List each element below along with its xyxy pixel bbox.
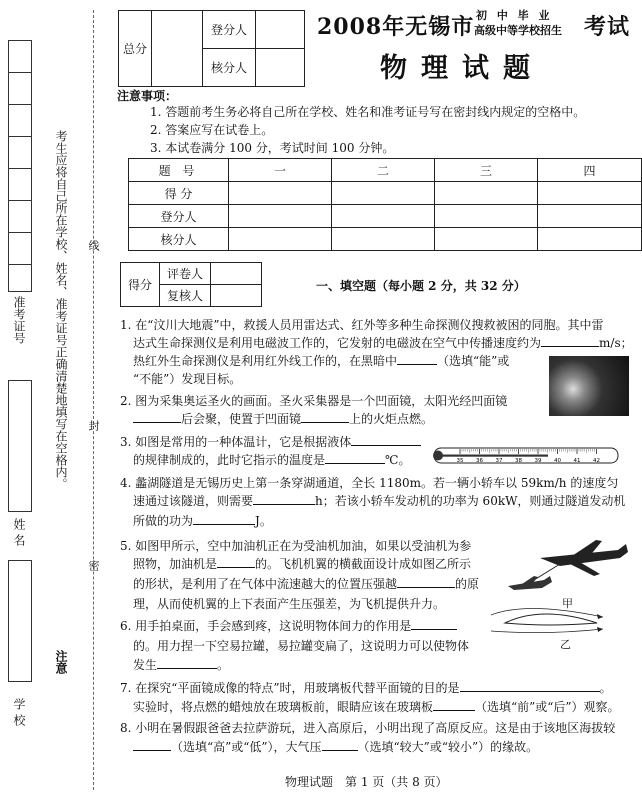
name-label: 姓 名	[12, 518, 26, 546]
notice-item-3: 3. 本试卷满分 100 分，考试时间 100 分钟。	[150, 141, 395, 155]
score-cell[interactable]	[435, 182, 538, 205]
answer-blank[interactable]	[325, 451, 385, 464]
score-table-row-label: 得 分	[129, 182, 229, 205]
answer-blank[interactable]	[433, 698, 475, 711]
grader-label: 评卷人	[160, 263, 211, 285]
exam-number-label: 准考证号	[12, 296, 26, 344]
answer-blank[interactable]	[397, 352, 437, 365]
wing-cross-section-figure	[487, 603, 607, 643]
page-footer: 物理试题 第 1 页（共 8 页）	[285, 775, 448, 789]
answer-blank[interactable]	[193, 512, 255, 525]
exam-word: 考试	[584, 14, 631, 40]
score-cell[interactable]	[435, 228, 538, 251]
seal-word-mi: 密	[87, 560, 100, 571]
thermometer-tick-label: 40	[554, 458, 561, 464]
thermometer-tick-label: 38	[515, 458, 522, 464]
score-table-col-1: 一	[229, 159, 332, 182]
grader-box	[120, 262, 262, 307]
answer-blank[interactable]	[460, 679, 600, 692]
answer-blank[interactable]	[253, 492, 315, 505]
q6-line2: 的。用力捏一下空易拉罐，易拉罐变扁了，这说明力可以使物体	[133, 639, 470, 653]
answer-blank[interactable]	[217, 555, 255, 568]
score-table-row-label: 核分人	[129, 228, 229, 251]
score-cell[interactable]	[332, 182, 435, 205]
subject-title: 物理试题	[380, 53, 544, 84]
exam-sub-line2: 高级中等学校招生	[474, 24, 562, 37]
answer-blank[interactable]	[157, 656, 217, 669]
q5-line3: 的形状，是利用了在气体中流速越大的位置压强越 的原	[133, 577, 480, 591]
score-table-row-label: 登分人	[129, 205, 229, 228]
exam-number-box[interactable]	[8, 40, 32, 292]
notice-label-vertical: 注意	[54, 650, 68, 674]
figure-yi-label: 乙	[560, 638, 571, 651]
answer-blank[interactable]	[133, 410, 181, 423]
seal-word-feng: 封	[87, 420, 100, 431]
q5-line4: 理，从而使机翼的上下表面产生压强差，为飞机提供升力。	[133, 597, 446, 611]
thermometer-tick-label: 41	[573, 458, 581, 464]
q1-line3: 热红外生命探测仪是利用红外线工作的，在黑暗中 （选填“能”或	[133, 354, 510, 368]
q6-line1: 6. 用手拍桌面，手会感到疼，这说明物体间力的作用是	[120, 617, 457, 636]
q5-line2: 照物，加油机是 的。飞机机翼的横截面设计成如图乙所示	[133, 557, 472, 571]
checker-cell[interactable]	[256, 49, 305, 87]
answer-blank[interactable]	[301, 410, 349, 423]
answer-blank[interactable]	[397, 575, 455, 588]
q8-line1: 8. 小明在暑假跟爸爸去拉萨游玩，进入高原后，小明出现了高原反应。这是由于该地区海拔较	[120, 721, 616, 735]
q2-line1: 2. 图为采集奥运圣火的画面。圣火采集器是一个凹面镜，太阳光经凹面镜	[120, 394, 508, 408]
thermometer-figure	[428, 443, 623, 469]
total-score-label: 总分	[119, 11, 152, 87]
seal-word-xian: 线	[87, 240, 100, 251]
score-table-col-4: 四	[538, 159, 642, 182]
answer-blank[interactable]	[133, 738, 171, 751]
name-box[interactable]	[8, 380, 32, 512]
q4-line2: 速通过该隧道，则需要 h；若该小轿车发动机的功率为 60kW，则通过隧道发动机	[133, 494, 626, 508]
notice-title: 注意事项：	[117, 89, 178, 103]
q6-line3: 发生 。	[133, 658, 230, 672]
section1-title: 一、填空题（每小题 2 分，共 32 分）	[316, 279, 526, 293]
score-table-col-2: 二	[332, 159, 435, 182]
recorder-label: 登分人	[203, 11, 256, 49]
score-cell[interactable]	[229, 228, 332, 251]
recorder-cell[interactable]	[256, 11, 305, 49]
score-cell[interactable]	[332, 205, 435, 228]
thermometer-tick-label: 36	[476, 458, 483, 464]
notice-item-2: 2. 答案应写在试卷上。	[150, 123, 274, 137]
notice-text-vertical: 考生应将自己所在学校、姓名、准考证号正确清楚地填写在空格内。	[54, 130, 68, 490]
total-score-box	[118, 10, 305, 87]
thermometer-tick-label: 39	[534, 458, 542, 464]
school-label: 学 校	[12, 698, 26, 726]
answer-blank[interactable]	[411, 617, 457, 630]
school-box[interactable]	[8, 560, 32, 682]
answer-blank[interactable]	[322, 738, 358, 751]
q8-line2: （选填“高”或“低”），大气压 （选填“较大”或“较小”）的缘故。	[133, 738, 538, 757]
score-cell[interactable]	[538, 205, 642, 228]
score-cell[interactable]	[538, 228, 642, 251]
q2-line2: 后会聚，使置于凹面镜 上的火炬点燃。	[133, 410, 433, 429]
exam-sub-line1: 初 中 毕 业	[476, 9, 553, 22]
q3-line1: 3. 如图是常用的一种体温计，它是根据液体	[120, 433, 421, 452]
answer-blank[interactable]	[541, 334, 599, 347]
score-cell[interactable]	[229, 205, 332, 228]
q7-line2: 实验时，将点燃的蜡烛放在玻璃板前，眼睛应该在玻璃板 （选填“前”或“后”）观察。	[133, 700, 620, 714]
thermometer-tick-label: 42	[593, 458, 600, 464]
q1-line1: 1. 在“汶川大地震”中，救援人员用雷达式、红外等多种生命探测仪搜救被困的同胞。其中雷	[120, 318, 604, 332]
q1-line4: “不能”）发现目标。	[133, 372, 242, 386]
q5-line1: 5. 如图甲所示，空中加油机正在为受油机加油，如果以受油机为参	[120, 539, 472, 553]
score-cell[interactable]	[332, 228, 435, 251]
score-table-col-3: 三	[435, 159, 538, 182]
q4-line3: 所做的功为 J。	[133, 514, 272, 528]
exam-year-city: 2008年无锡市	[317, 14, 475, 40]
grader-cell[interactable]	[211, 263, 262, 285]
seal-line	[93, 10, 94, 790]
score-table	[128, 158, 642, 251]
q1-line2: 达式生命探测仪是利用电磁波工作的，它发射的电磁波在空气中传播速度约为 m/s；	[133, 336, 633, 350]
score-cell[interactable]	[538, 182, 642, 205]
score-cell[interactable]	[229, 182, 332, 205]
grader-score-label: 得分	[121, 263, 160, 307]
figure-jia-label: 甲	[562, 597, 573, 610]
reviewer-label: 复核人	[160, 285, 211, 307]
thermometer-tick-label: 35	[456, 458, 464, 464]
notice-item-1: 1. 答题前考生务必将自己所在学校、姓名和准考证号写在密封线内规定的空格中。	[150, 105, 586, 119]
thermometer-tick-label: 37	[495, 458, 503, 464]
q7-line1: 7. 在探究“平面镜成像的特点”时，用玻璃板代替平面镜的目的是 。	[120, 681, 612, 695]
total-score-cell[interactable]	[152, 11, 203, 87]
q3-line2: 的规律制成的，此时它指示的温度是 ℃。	[133, 453, 411, 467]
score-cell[interactable]	[435, 205, 538, 228]
q4-line1: 4. 蠡湖隧道是无锡历史上第一条穿湖通道，全长 1180m。若一辆小轿车以 59km/h 的速度匀	[120, 476, 619, 490]
answer-blank[interactable]	[351, 433, 421, 446]
checker-label: 核分人	[203, 49, 256, 87]
score-table-col-header: 题 号	[129, 159, 229, 182]
olympic-torch-photo	[549, 356, 629, 416]
reviewer-cell[interactable]	[211, 285, 262, 307]
